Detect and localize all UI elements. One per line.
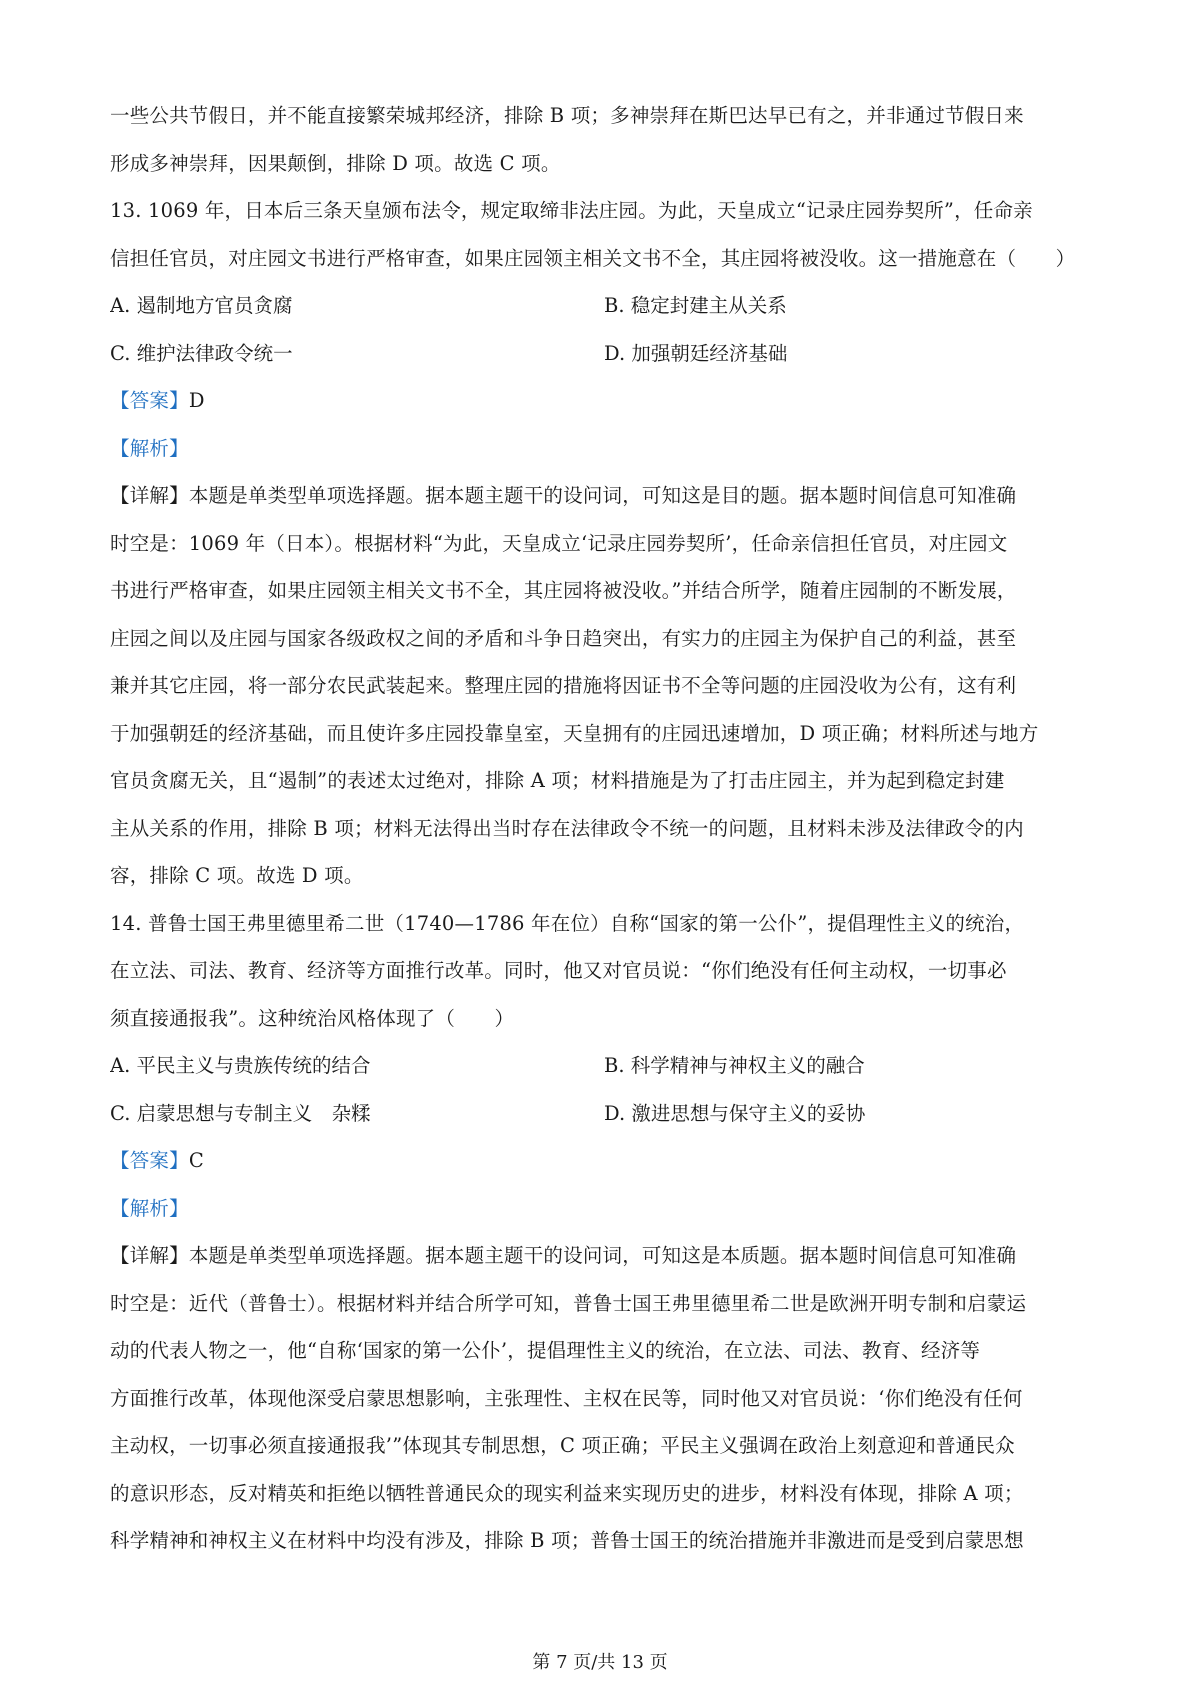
analysis-heading [110, 425, 1100, 473]
detail-line: 主动权，一切事必须直接通报我’”体现其专制思想，C 项正确；平民主义强调在政治上刻意迎和普通民众 [110, 1434, 1015, 1457]
answer-line [110, 1137, 1100, 1185]
option-c: C. 启蒙思想与专制主义 杂糅 [110, 1101, 371, 1125]
detail-line: 科学精神和神权主义在材料中均没有涉及，排除 B 项；普鲁士国王的统治措施并非激进而是受到启蒙思想 [110, 1529, 1024, 1552]
option-d: D. 加强朝廷经济基础 [604, 341, 788, 365]
option-d: D. 激进思想与保守主义的妥协 [604, 1101, 866, 1125]
option-c: C. 维护法律政令统一 [110, 341, 293, 365]
question-stem-line: 在立法、司法、教育、经济等方面推行改革。同时，他又对官员说：“你们绝没有任何主动权，一切事必 [110, 959, 1007, 982]
question-stem-line: 14. 普鲁士国王弗里德里希二世（1740—1786 年在位）自称“国家的第一公仆”，提倡理性主义的统治， [110, 911, 1025, 935]
detail-line: 书进行严格审查，如果庄园领主相关文书不全，其庄园将被没收。”并结合所学，随着庄园制的不断发展， [110, 579, 1017, 602]
document-body [110, 92, 1100, 1565]
detail-line: 方面推行改革，体现他深受启蒙思想影响，主张理性、主权在民等，同时他又对官员说：‘你们绝没有任何 [110, 1386, 1023, 1410]
options-row [110, 282, 1100, 330]
detail-tag: 【详解】 [110, 1244, 189, 1267]
option-b: B. 科学精神与神权主义的融合 [604, 1054, 865, 1077]
answer-tag: 【答案】 [110, 1149, 189, 1172]
detail-tag: 【详解】 [110, 484, 189, 507]
detail-line: 的意识形态，反对精英和拒绝以牺牲普通民众的现实利益来实现历史的进步，材料没有体现，排除 A 项； [110, 1481, 1024, 1505]
detail-text: 本题是单类型单项选择题。据本题主题干的设问词，可知这是本质题。据本题时间信息可知准确 [188, 1244, 1017, 1267]
analysis-tag: 【解析】 [110, 436, 189, 460]
intro-line: 形成多神崇拜，因果颠倒，排除 D 项。故选 C 项。 [110, 151, 561, 175]
question-stem-line: 信担任官员，对庄园文书进行严格审查，如果庄园领主相关文书不全，其庄园将被没收。这一措施意在（ ） [110, 246, 1076, 270]
question-stem-line: 须直接通报我”。这种统治风格体现了（ ） [110, 1006, 515, 1030]
answer-value: C [188, 1149, 204, 1172]
detail-line [110, 1232, 1100, 1280]
options-row [110, 1042, 1100, 1090]
intro-line: 一些公共节假日，并不能直接繁荣城邦经济，排除 B 项；多神崇拜在斯巴达早已有之，并非通过节假日来 [110, 104, 1024, 127]
analysis-heading [110, 1185, 1100, 1233]
detail-line: 兼并其它庄园，将一部分农民武装起来。整理庄园的措施将因证书不全等问题的庄园没收为公有，这有利 [110, 674, 1017, 697]
detail-line: 主从关系的作用，排除 B 项；材料无法得出当时存在法律政令不统一的问题，且材料未涉及法律政令的内 [110, 816, 1024, 840]
option-a: A. 遏制地方官员贪腐 [110, 294, 293, 317]
detail-line: 动的代表人物之一，他“自称‘国家的第一公仆’，提倡理性主义的统治，在立法、司法、教育、经济等 [110, 1339, 981, 1362]
detail-line: 于加强朝廷的经济基础，而且使许多庄园投靠皇室，天皇拥有的庄园迅速增加，D 项正确；材料所述与地方 [110, 721, 1039, 745]
detail-line: 官员贪腐无关，且“遏制”的表述太过绝对，排除 A 项；材料措施是为了打击庄园主，并为起到稳定封建 [110, 769, 1005, 792]
question-13 [110, 187, 1100, 900]
detail-text: 本题是单类型单项选择题。据本题主题干的设问词，可知这是目的题。据本题时间信息可知准确 [188, 484, 1017, 507]
detail-line [110, 472, 1100, 520]
option-a: A. 平民主义与贵族传统的结合 [110, 1054, 371, 1077]
page-number: 第 7 页/共 13 页 [532, 1652, 668, 1673]
analysis-tag: 【解析】 [110, 1196, 189, 1220]
detail-line: 时空是：近代（普鲁士）。根据材料并结合所学可知，普鲁士国王弗里德里希二世是欧洲开明专制和启蒙运 [110, 1291, 1027, 1315]
detail-line: 庄园之间以及庄园与国家各级政权之间的矛盾和斗争日趋突出，有实力的庄园主为保护自己的利益，甚至 [110, 626, 1017, 650]
option-b: B. 稳定封建主从关系 [604, 294, 787, 317]
answer-line [110, 377, 1100, 425]
detail-line: 时空是：1069 年（日本）。根据材料“为此，天皇成立‘记录庄园券契所’，任命亲信担任官员，对庄园文 [110, 531, 1008, 555]
options-row [110, 330, 1100, 378]
question-stem-line: 13. 1069 年，日本后三条天皇颁布法令，规定取缔非法庄园。为此，天皇成立“记录庄园券契所”，任命亲 [110, 199, 1033, 222]
answer-tag: 【答案】 [110, 389, 189, 412]
options-row [110, 1090, 1100, 1138]
detail-line: 容，排除 C 项。故选 D 项。 [110, 864, 364, 887]
answer-value: D [188, 389, 205, 412]
question-14 [110, 900, 1100, 1565]
